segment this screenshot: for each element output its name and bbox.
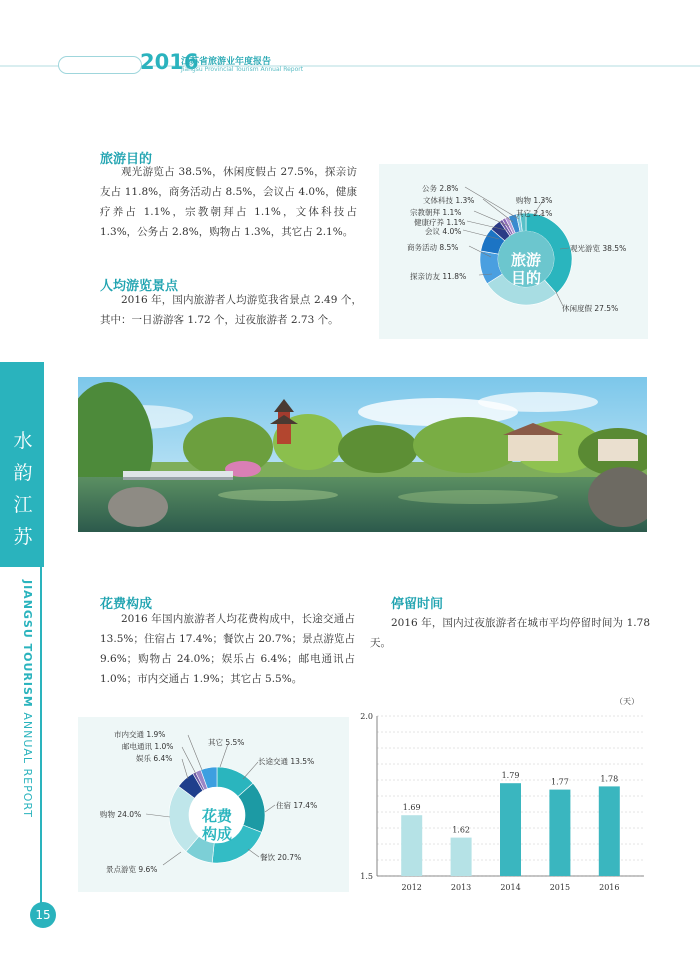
spending-leader-line — [182, 747, 196, 774]
spending-label-dining: 餐饮 20.7% — [260, 853, 302, 862]
side-vertical-title — [10, 425, 36, 553]
spending-leader-line — [188, 735, 202, 770]
side-en-bold: JIANGSU TOURISM — [21, 580, 34, 708]
spots-body: 2016 年，国内旅游者人均游览我省景点 2.49 个，其中：一日游游客 1.72 个，过夜旅游者 2.73 个。 — [100, 294, 362, 326]
spending-label-longhaul: 长途交通 13.5% — [258, 757, 315, 766]
purpose-center-line: 目的 — [510, 269, 541, 287]
bar-value-label: 1.69 — [402, 803, 421, 813]
spending-center-line: 花费 — [201, 807, 232, 825]
purpose-label-leisure: 休闲度假 27.5% — [562, 304, 619, 313]
purpose-title: 旅游目的 — [100, 152, 153, 167]
spending-label-other: 其它 5.5% — [208, 738, 245, 747]
header-pill — [58, 56, 142, 74]
bar-value-label: 1.78 — [600, 774, 619, 784]
side-char: 江 — [13, 494, 33, 516]
spending-label-citytransport: 市内交通 1.9% — [114, 730, 166, 739]
spending-label-shopping: 购物 24.0% — [100, 810, 142, 819]
spending-center-label — [192, 807, 242, 843]
side-char: 水 — [13, 430, 33, 452]
bar-category-label: 2012 — [401, 883, 422, 892]
purpose-center-label — [501, 251, 551, 287]
purpose-center-line: 旅游 — [510, 251, 541, 269]
side-char: 苏 — [13, 526, 33, 548]
spending-chart-panel — [78, 717, 349, 892]
spending-label-entertainment: 娱乐 6.4% — [136, 754, 173, 763]
bar-2012 — [401, 815, 422, 876]
purpose-leader-line — [483, 199, 513, 222]
purpose-chart-panel — [379, 164, 648, 339]
bar-category-label: 2015 — [549, 883, 571, 892]
spending-title: 花费构成 — [100, 597, 153, 612]
stay-title: 停留时间 — [391, 597, 444, 612]
header-title-en: Jiangsu Provincial Tourism Annual Report — [181, 66, 304, 73]
spending-label-lodging: 住宿 17.4% — [276, 801, 318, 810]
stay-body: 2016 年，国内过夜旅游者在城市平均停留时间为 1.78 天。 — [370, 617, 650, 649]
bar-category-label: 2014 — [500, 883, 521, 892]
spending-leader-line — [248, 849, 259, 857]
spending-leader-line — [265, 805, 275, 812]
bar-2013 — [451, 838, 472, 876]
purpose-label-meeting: 会议 4.0% — [425, 227, 462, 236]
purpose-label-religion: 宗教朝拜 1.1% — [410, 208, 462, 217]
purpose-label-sightseeing: 观光游览 38.5% — [570, 244, 627, 253]
bar-value-label: 1.79 — [501, 771, 520, 781]
bar-category-label: 2013 — [450, 883, 472, 892]
bar-y-tick-label: 2.0 — [360, 712, 373, 721]
bar-value-label: 1.62 — [452, 825, 471, 835]
spending-label-sightseeing: 景点游览 9.6% — [106, 865, 158, 874]
side-en-light: ANNUAL REPORT — [21, 712, 34, 818]
bar-value-label: 1.77 — [550, 777, 569, 787]
spending-body: 2016 年国内旅游者人均花费构成中，长途交通占 13.5%；住宿占 17.4%；餐饮占 20.7%；景点游览占 9.6%；购物占 24.0%；娱乐占 6.4%；邮电通讯占 1.0%；市内交通占 1.9%；其它占 5.5%。 — [100, 613, 355, 685]
bar-chart-unit: （天） — [615, 697, 639, 706]
side-char: 韵 — [13, 462, 33, 484]
spending-leader-line — [146, 814, 170, 817]
purpose-label-other: 其它 2.1% — [516, 209, 553, 218]
spending-leader-line — [182, 759, 188, 779]
header-title-cn: 江苏省旅游业年度报告 — [181, 57, 272, 67]
bar-2015 — [549, 790, 570, 876]
page-number: 15 — [30, 902, 56, 928]
purpose-label-visiting: 探亲访友 11.8% — [410, 272, 467, 281]
purpose-label-business: 商务活动 8.5% — [407, 243, 459, 252]
spending-leader-line — [163, 852, 181, 865]
side-english-title — [18, 580, 34, 818]
side-rule — [40, 567, 42, 907]
purpose-label-culture: 文体科技 1.3% — [423, 196, 475, 205]
stay-bar-chart — [352, 706, 650, 898]
spending-center-line: 构成 — [201, 825, 232, 843]
landscape-photo-drawing — [78, 377, 647, 532]
header-year: 2016 — [140, 50, 199, 74]
stay-bar-chart-svg — [352, 706, 650, 898]
spots-title: 人均游览景点 — [100, 279, 179, 294]
spending-label-telecom: 邮电通讯 1.0% — [122, 742, 174, 751]
purpose-label-official: 公务 2.8% — [422, 184, 459, 193]
bar-category-label: 2016 — [599, 883, 620, 892]
bar-2014 — [500, 783, 521, 876]
purpose-label-shopping: 购物 1.3% — [516, 196, 553, 205]
purpose-label-health: 健康疗养 1.1% — [414, 218, 466, 227]
bar-y-tick-label: 1.5 — [360, 872, 373, 881]
purpose-body: 观光游览占 38.5%，休闲度假占 27.5%，探亲访友占 11.8%，商务活动占 8.5%，会议占 4.0%，健康疗养占 1.1%，宗教朝拜占 1.1%，文体科技占 1.3%，公务占 2.8%，购物占 1.3%，其它占 2.1%。 — [100, 166, 357, 238]
spending-leader-line — [243, 762, 258, 779]
landscape-photo — [78, 377, 647, 532]
bar-2016 — [599, 786, 620, 876]
